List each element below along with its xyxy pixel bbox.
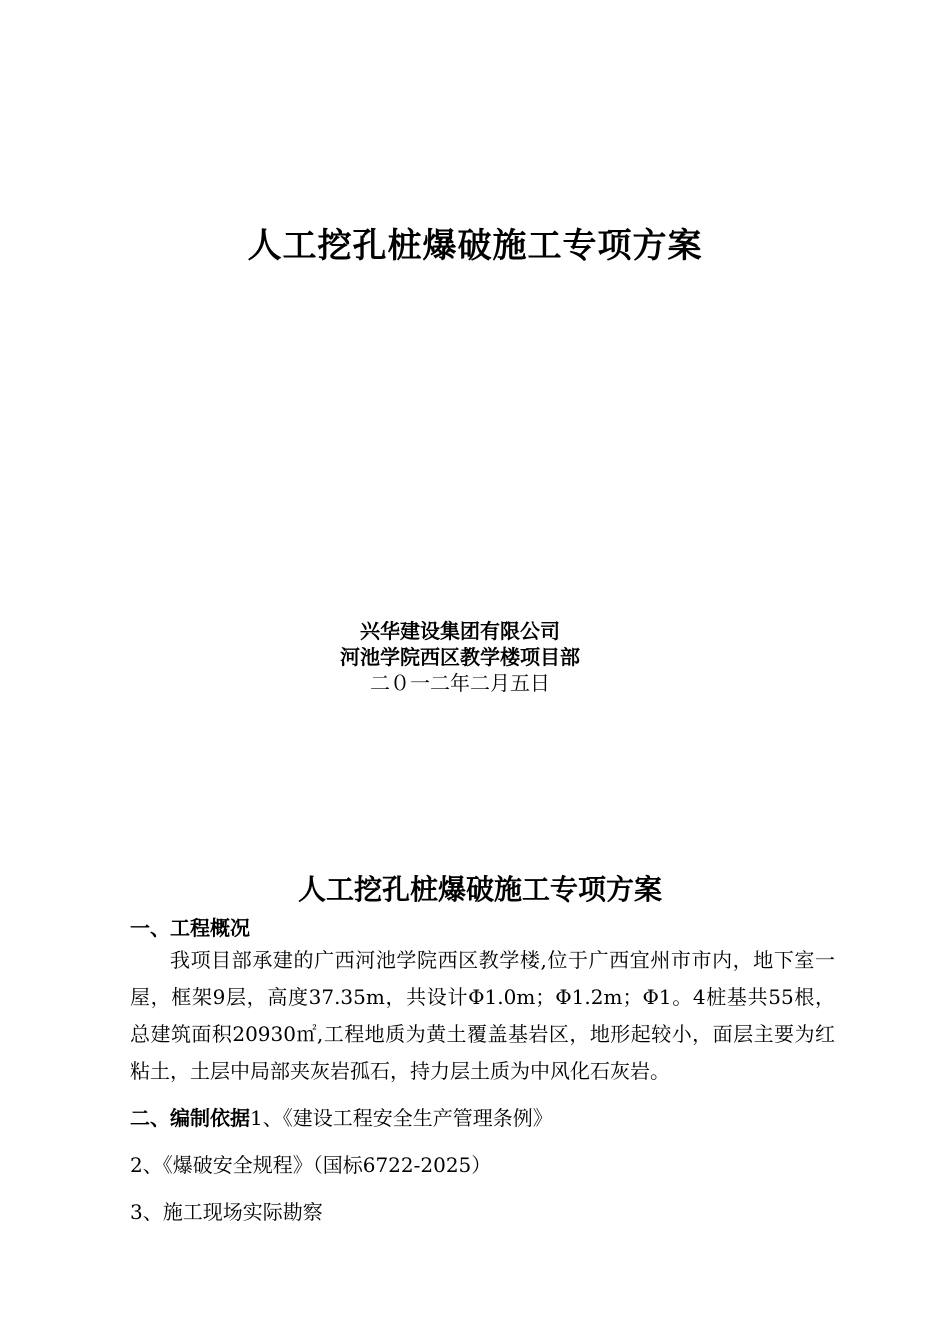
- basis-item: 3、施工现场实际勘察: [130, 1200, 323, 1224]
- basis-item: 2、《爆破安全规程》（国标6722-2025）: [130, 1153, 492, 1177]
- overview-paragraph: 我项目部承建的广西河池学院西区教学楼,位于广西宜州市市内，地下室一屋，框架9层，高度37.35m，共设计Φ1.0m；Φ1.2m；Φ1。4桩基共55根，总建筑面积20930㎡,工程地质为黄土覆盖基岩区，地形起较小，面层主要为红粘土，土层中局部夹灰岩孤石，持力层土质为中风化石灰岩。: [130, 948, 835, 1083]
- section-heading-basis: 二、编制依据: [130, 1106, 250, 1130]
- basis-item: 1、《建设工程安全生产管理条例》: [250, 1106, 553, 1130]
- cover-date: 二０一二年二月五日: [370, 671, 550, 695]
- cover-title: 人工挖孔桩爆破施工专项方案: [247, 226, 703, 266]
- body-title: 人工挖孔桩爆破施工专项方案: [297, 873, 662, 906]
- basis-line-1: [130, 1100, 835, 1137]
- section-heading-overview: 一、工程概况: [130, 916, 250, 940]
- company-name: 兴华建设集团有限公司: [360, 619, 560, 643]
- project-department: 河池学院西区教学楼项目部: [340, 645, 580, 669]
- document-content: [130, 914, 835, 1231]
- cover-organization-block: [0, 618, 920, 696]
